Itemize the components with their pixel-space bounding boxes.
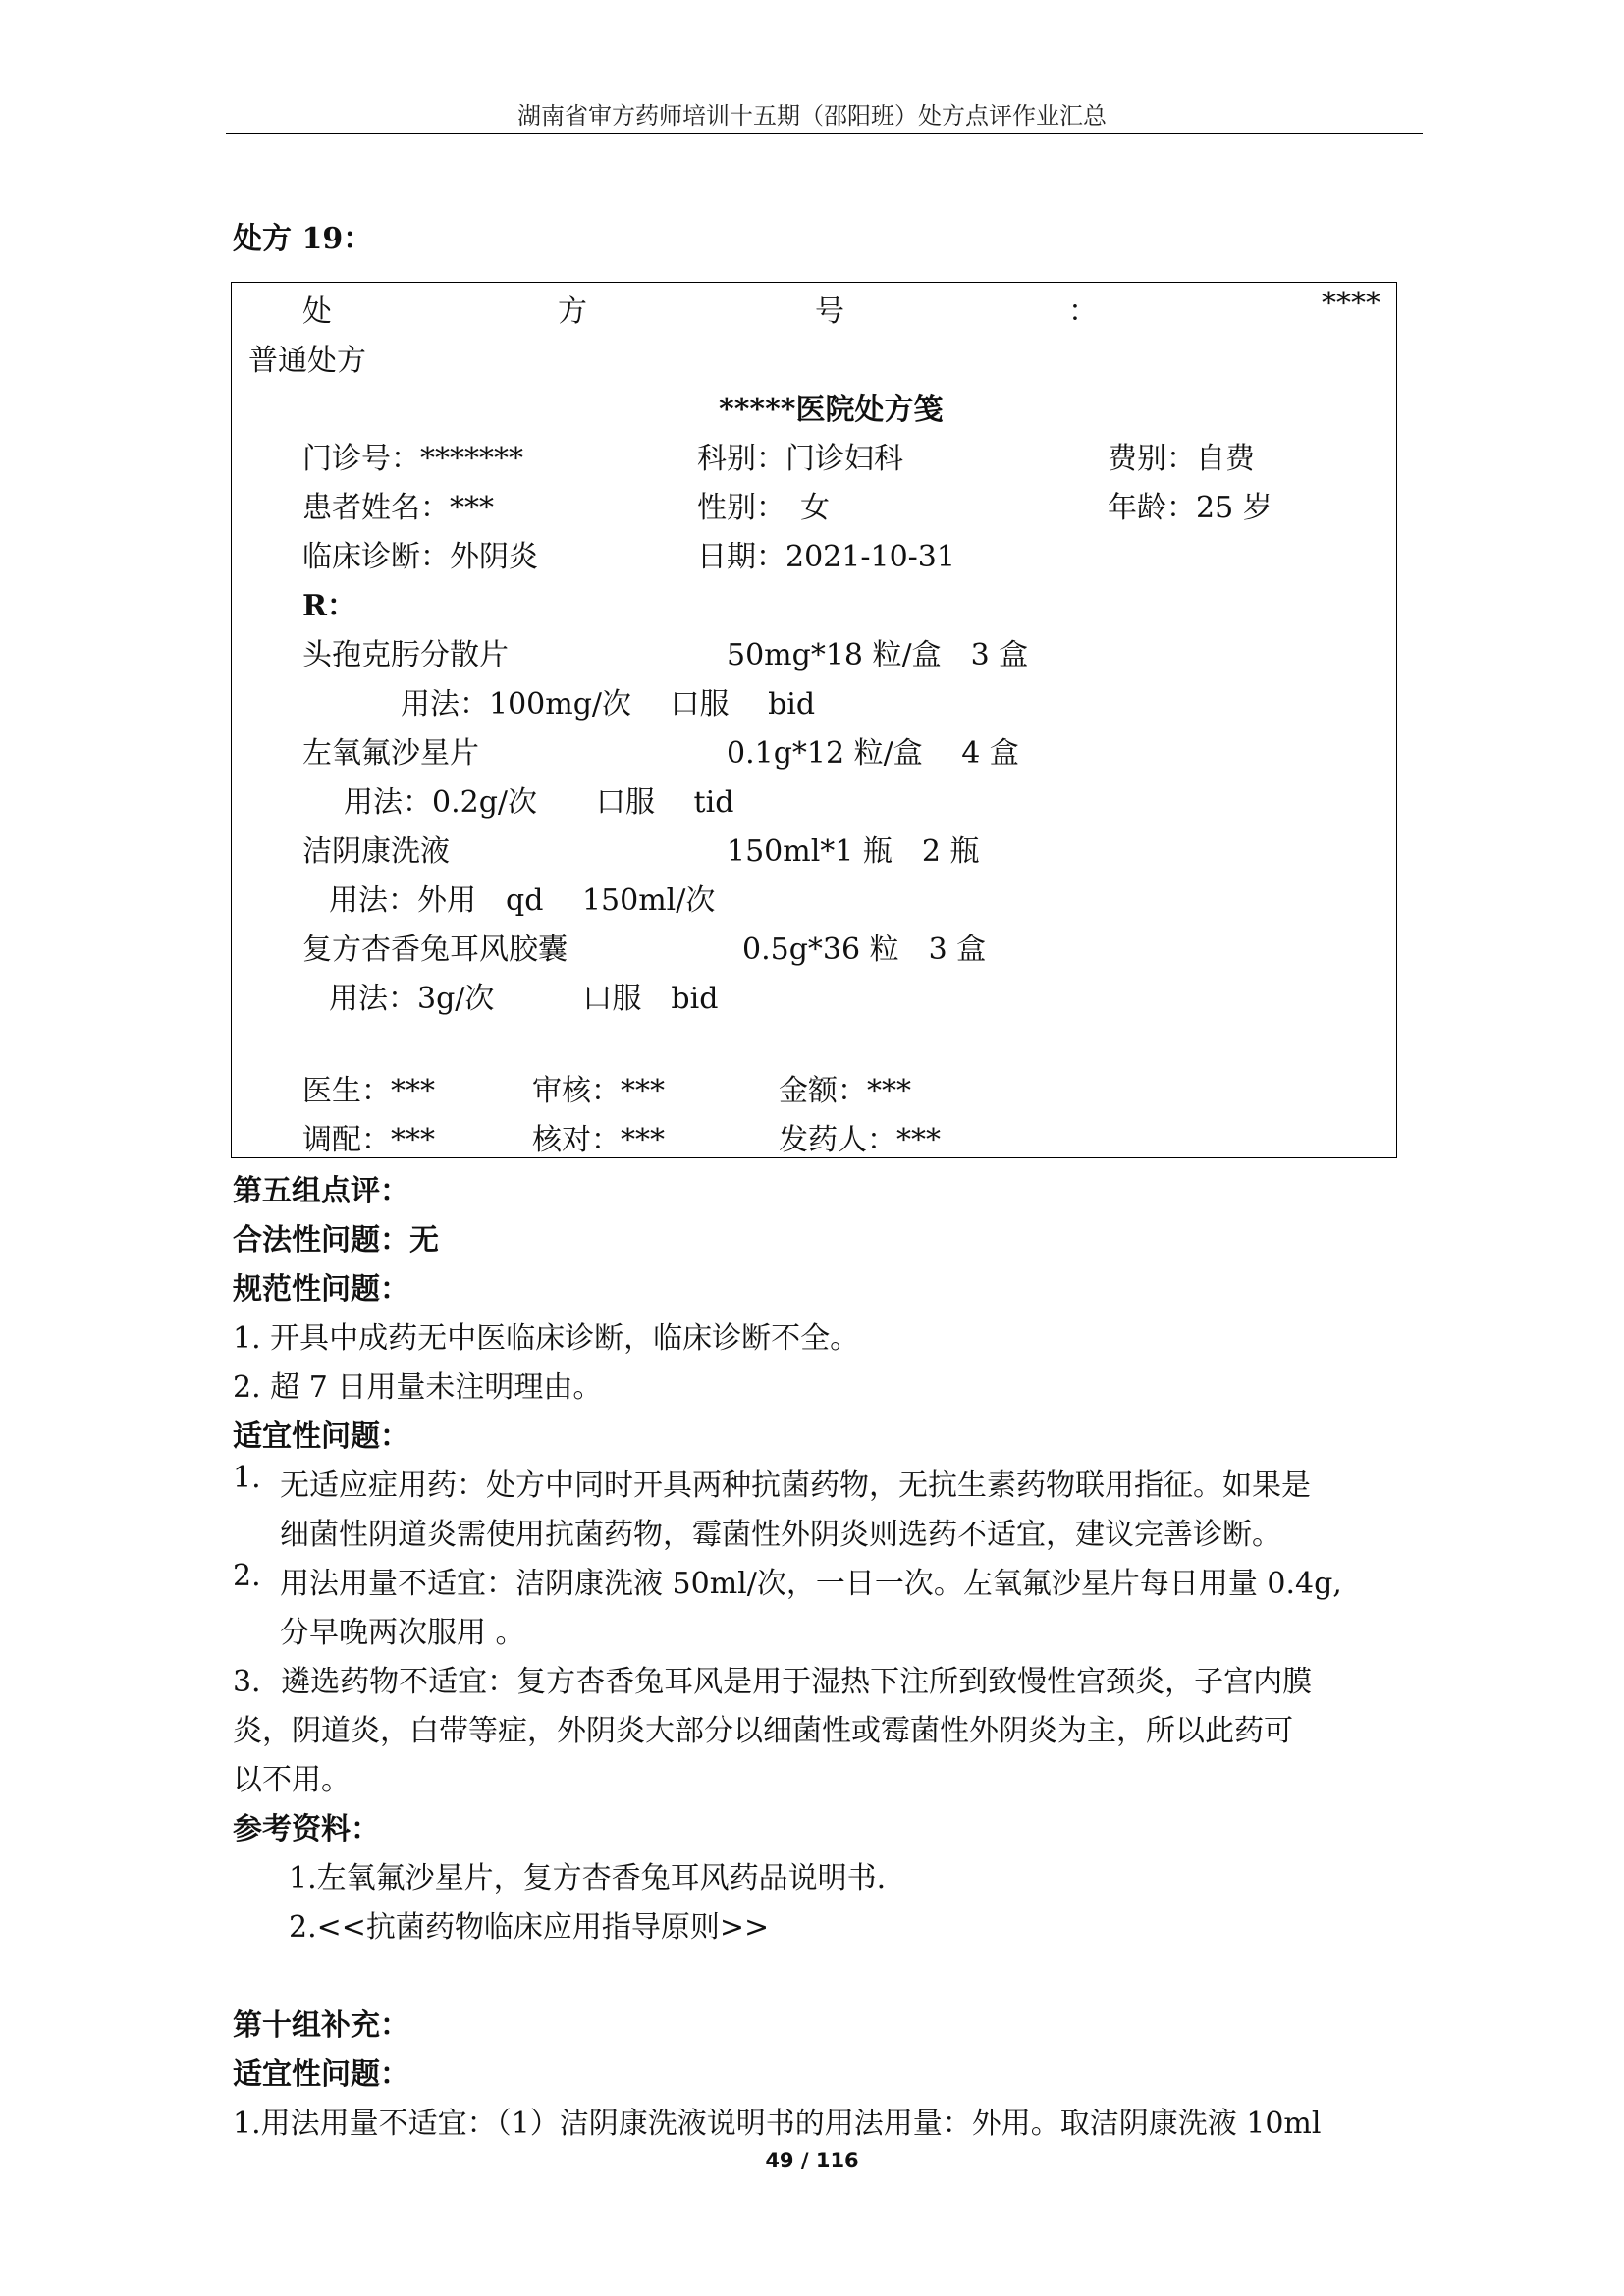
rx-no-colon: ：	[1068, 294, 1098, 329]
rx-date: 日期：2021-10-31	[697, 540, 955, 574]
group5-title: 第五组点评：	[233, 1174, 409, 1208]
page-number: 49 / 116	[765, 2149, 859, 2172]
suit-item-3-line-1: 3．遴选药物不适宜：复方杏香兔耳风是用于湿热下注所到致慢性宫颈炎，子宫内膜	[233, 1665, 1313, 1699]
suit-item-1-line-1: 无适应症用药：处方中同时开具两种抗菌药物，无抗生素药物联用指征。如果是	[280, 1468, 1311, 1503]
doctor-signature: 医生：***	[302, 1074, 435, 1108]
group10-item-1: 1.用法用量不适宜：（1）洁阴康洗液说明书的用法用量：外用。取洁阴康洗液 10ml	[233, 2107, 1322, 2141]
prescription-title: 处方 19：	[233, 222, 373, 256]
department: 科别：门诊妇科	[697, 442, 903, 476]
suit-item-3-line-3: 以不用。	[233, 1763, 351, 1797]
norm-item-1: 1. 开具中成药无中医临床诊断，临床诊断不全。	[233, 1321, 860, 1356]
outpatient-no: 门诊号：*******	[302, 442, 523, 476]
drug-name: 复方杏香兔耳风胶囊	[302, 933, 568, 967]
clinical-diagnosis: 临床诊断：外阴炎	[302, 540, 538, 574]
suit-item-1-line-2: 细菌性阴道炎需使用抗菌药物，霉菌性外阴炎则选药不适宜，建议完善诊断。	[280, 1518, 1281, 1552]
rx-no-char-1: 处	[302, 294, 332, 329]
suit-item-2-line-1: 用法用量不适宜：洁阴康洗液 50ml/次，一日一次。左氧氟沙星片每日用量 0.4g,	[280, 1567, 1342, 1601]
rx-no-char-2: 方	[558, 294, 587, 329]
issuer-signature: 发药人：***	[779, 1123, 941, 1157]
patient-name: 患者姓名：***	[302, 491, 494, 525]
drug-name: 洁阴康洗液	[302, 834, 450, 869]
rx-type: 普通处方	[248, 344, 366, 378]
reference-1: 1.左氧氟沙星片，复方杏香兔耳风药品说明书.	[289, 1861, 887, 1896]
rx-no-char-3: 号	[815, 294, 844, 329]
patient-age: 年龄：25 岁	[1108, 491, 1272, 525]
r-label: R：	[302, 589, 356, 623]
page-header-title: 湖南省审方药师培训十五期（邵阳班）处方点评作业汇总	[517, 102, 1107, 130]
reviewer-signature: 审核：***	[532, 1074, 665, 1108]
suit-item-2-line-2: 分早晚两次服用 。	[280, 1616, 525, 1650]
hospital-title: *****医院处方笺	[719, 393, 944, 427]
drug-usage: 用法：外用 qd 150ml/次	[329, 883, 716, 918]
legality-heading: 合法性问题：无	[233, 1223, 439, 1257]
norm-heading: 规范性问题：	[233, 1272, 409, 1307]
reference-2: 2.<<抗菌药物临床应用指导原则>>	[289, 1910, 770, 1945]
drug-spec: 150ml*1 瓶 2 瓶	[727, 834, 980, 869]
group10-suitability-heading: 适宜性问题：	[233, 2057, 409, 2092]
drug-usage: 用法：3g/次 口服 bid	[329, 982, 719, 1016]
norm-item-2: 2. 超 7 日用量未注明理由。	[233, 1370, 603, 1405]
references-heading: 参考资料：	[233, 1812, 380, 1846]
suit-item-2-number: 2.	[233, 1559, 261, 1593]
drug-name: 左氧氟沙星片	[302, 736, 479, 771]
checker-signature: 核对：***	[532, 1123, 665, 1157]
drug-spec: 50mg*18 粒/盒 3 盒	[727, 638, 1029, 672]
drug-spec: 0.5g*36 粒 3 盒	[742, 933, 987, 967]
group10-title: 第十组补充：	[233, 2008, 409, 2043]
drug-usage: 用法：0.2g/次 口服 tid	[344, 785, 734, 820]
drug-name: 头孢克肟分散片	[302, 638, 509, 672]
rx-no-value: ****	[1322, 287, 1380, 321]
fee-type: 费别：自费	[1108, 442, 1255, 476]
drug-usage: 用法：100mg/次 口服 bid	[401, 687, 816, 721]
drug-spec: 0.1g*12 粒/盒 4 盒	[727, 736, 1019, 771]
amount: 金额：***	[779, 1074, 911, 1108]
dispenser-signature: 调配：***	[302, 1123, 435, 1157]
header-rule	[226, 133, 1423, 134]
suit-item-3-line-2: 炎，阴道炎，白带等症，外阴炎大部分以细菌性或霉菌性外阴炎为主，所以此药可	[233, 1714, 1293, 1748]
patient-gender: 性别： 女	[697, 491, 830, 525]
suit-item-1-number: 1.	[233, 1461, 261, 1495]
suitability-heading: 适宜性问题：	[233, 1419, 409, 1454]
